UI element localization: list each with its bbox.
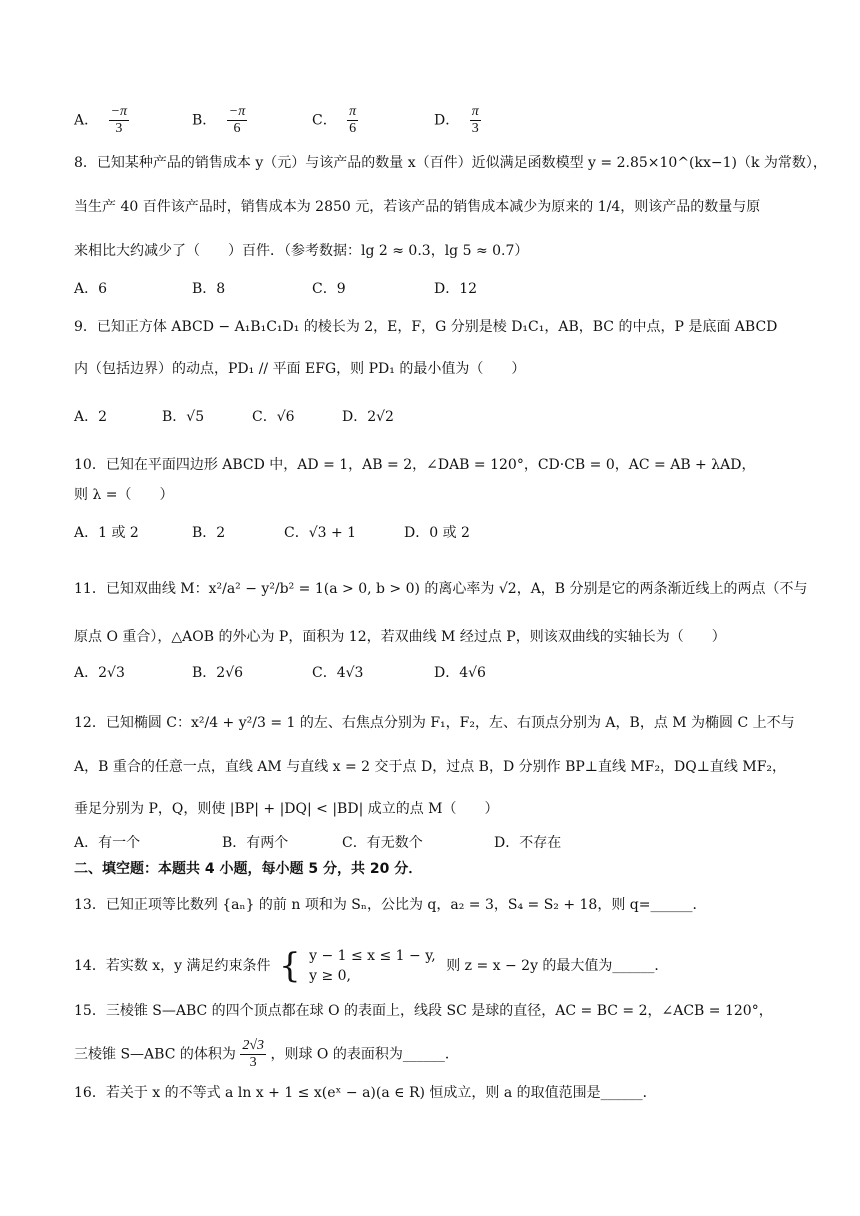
q15-fraction bbox=[240, 1038, 266, 1071]
q8-option-d: D．12 bbox=[434, 281, 478, 297]
q10-option-b: B．2 bbox=[192, 525, 226, 541]
q11-option-c: C．4√3 bbox=[312, 665, 364, 681]
q8-option-b: B．8 bbox=[192, 281, 226, 297]
fraction: $\frac{-\pi}{3}$ bbox=[110, 104, 128, 136]
q10-option-c: C．√3 + 1 bbox=[284, 525, 357, 541]
q10-options bbox=[74, 522, 774, 562]
q9-option-b: B．√5 bbox=[162, 409, 205, 425]
brace-icon: { bbox=[278, 946, 301, 986]
q7-option-d bbox=[434, 104, 481, 137]
q13-line: 13．已知正项等比数列 {aₙ} 的前 n 项和为 Sₙ，公比为 q，a₂ = 3，S₄ = S₂ + 18，则 q=______． bbox=[74, 897, 707, 913]
section-heading: 二、填空题：本题共 4 小题，每小题 5 分，共 20 分． bbox=[74, 861, 423, 877]
q14-block bbox=[74, 946, 820, 986]
q15-line2-prefix: 三棱锥 S—ABC 的体积为 bbox=[74, 1046, 236, 1063]
q7-options bbox=[74, 104, 774, 144]
q10-line2: 则 λ =（ ） bbox=[74, 487, 174, 503]
q12-option-d: D．不存在 bbox=[494, 835, 562, 851]
q11-line2: 原点 O 重合），△AOB 的外心为 P，面积为 12，若双曲线 M 经过点 P，则该双曲线的实轴长为（ ） bbox=[74, 629, 726, 645]
q9-option-d: D．2√2 bbox=[342, 409, 394, 425]
q12-line2: A，B 重合的任意一点，直线 AM 与直线 x = 2 交于点 D，过点 B，D 分别作 BP⊥直线 MF₂，DQ⊥直线 MF₂， bbox=[74, 759, 787, 775]
q14-constraint-1: y − 1 ≤ x ≤ 1 − y, bbox=[309, 948, 436, 964]
q9-options bbox=[74, 406, 774, 446]
fraction: $\frac{-\pi}{6}$ bbox=[228, 104, 246, 136]
q10-option-d: D．0 或 2 bbox=[404, 525, 470, 541]
q14-suffix: 则 z = x − 2y 的最大值为______． bbox=[446, 958, 669, 974]
q10-option-a: A．1 或 2 bbox=[74, 525, 139, 541]
option-letter: D． bbox=[434, 112, 460, 129]
q9-option-c: C．√6 bbox=[252, 409, 295, 425]
q9-line1: 9．已知正方体 ABCD − A₁B₁C₁D₁ 的棱长为 2，E，F，G 分别是棱 D₁C₁，AB，BC 的中点，P 是底面 ABCD bbox=[74, 319, 778, 335]
q8-line3: 来相比大约减少了（ ）百件．（参考数据：lg 2 ≈ 0.3，lg 5 ≈ 0.7） bbox=[74, 243, 529, 259]
q15-line2-suffix: ，则球 O 的表面积为______． bbox=[270, 1046, 459, 1063]
q12-option-a: A．有一个 bbox=[74, 835, 141, 851]
q8-option-a: A．6 bbox=[74, 281, 108, 297]
q8-options bbox=[74, 278, 774, 318]
q12-line1: 12．已知椭圆 C：x²/4 + y²/3 = 1 的左、右焦点分别为 F₁，F₂，左、右顶点分别为 A，B，点 M 为椭圆 C 上不与 bbox=[74, 715, 795, 731]
q15-line2 bbox=[74, 1038, 820, 1078]
q14-constraint-2: y ≥ 0, bbox=[309, 968, 351, 984]
fraction: $\frac{\pi}{6}$ bbox=[349, 104, 357, 136]
q8-option-c: C．9 bbox=[312, 281, 346, 297]
fraction-numerator: 2√3 bbox=[242, 1038, 265, 1053]
q11-option-a: A．2√3 bbox=[74, 665, 125, 681]
fraction: $\frac{\pi}{3}$ bbox=[471, 104, 479, 136]
q12-option-b: B．有两个 bbox=[222, 835, 289, 851]
q7-option-b bbox=[192, 104, 247, 137]
q12-option-c: C．有无数个 bbox=[342, 835, 423, 851]
q8-line1: 8．已知某种产品的销售成本 y（元）与该产品的数量 x（百件）近似满足函数模型 y = 2.85×10^(kx−1)（k 为常数）， bbox=[74, 155, 827, 171]
q11-option-d: D．4√6 bbox=[434, 665, 486, 681]
q10-line1: 10．已知在平面四边形 ABCD 中，AD = 1，AB = 2，∠DAB = 120°，CD·CB = 0，AC = AB + λAD， bbox=[74, 457, 756, 473]
q15-line1: 15．三棱锥 S—ABC 的四个顶点都在球 O 的表面上，线段 SC 是球的直径，AC = BC = 2，∠ACB = 120°， bbox=[74, 1003, 773, 1019]
option-letter: A． bbox=[74, 112, 99, 129]
q12-line3: 垂足分别为 P，Q，则使 |BP| + |DQ| < |BD| 成立的点 M（ ） bbox=[74, 801, 499, 817]
q9-option-a: A．2 bbox=[74, 409, 108, 425]
q11-line1: 11．已知双曲线 M：x²/a² − y²/b² = 1(a > 0, b > 0) 的离心率为 √2，A，B 分别是它的两条渐近线上的两点（不与 bbox=[74, 581, 808, 597]
q8-line2: 当生产 40 百件该产品时，销售成本为 2850 元，若该产品的销售成本减少为原来的 1/4，则该产品的数量与原 bbox=[74, 199, 761, 215]
q9-line2: 内（包括边界）的动点，PD₁ // 平面 EFG，则 PD₁ 的最小值为（ ） bbox=[74, 361, 526, 377]
option-letter: C． bbox=[312, 112, 337, 129]
option-letter: B． bbox=[192, 112, 217, 129]
q14-prefix: 14．若实数 x，y 满足约束条件 bbox=[74, 958, 271, 974]
fraction-denominator: 3 bbox=[249, 1055, 257, 1070]
q11-options bbox=[74, 662, 774, 702]
q14-constraints bbox=[309, 946, 436, 986]
q16-line: 16．若关于 x 的不等式 a ln x + 1 ≤ x(eˣ − a)(a ∈ R) 恒成立，则 a 的取值范围是______． bbox=[74, 1085, 657, 1101]
q7-option-a bbox=[74, 104, 129, 137]
q7-option-c bbox=[312, 104, 358, 137]
q11-option-b: B．2√6 bbox=[192, 665, 244, 681]
